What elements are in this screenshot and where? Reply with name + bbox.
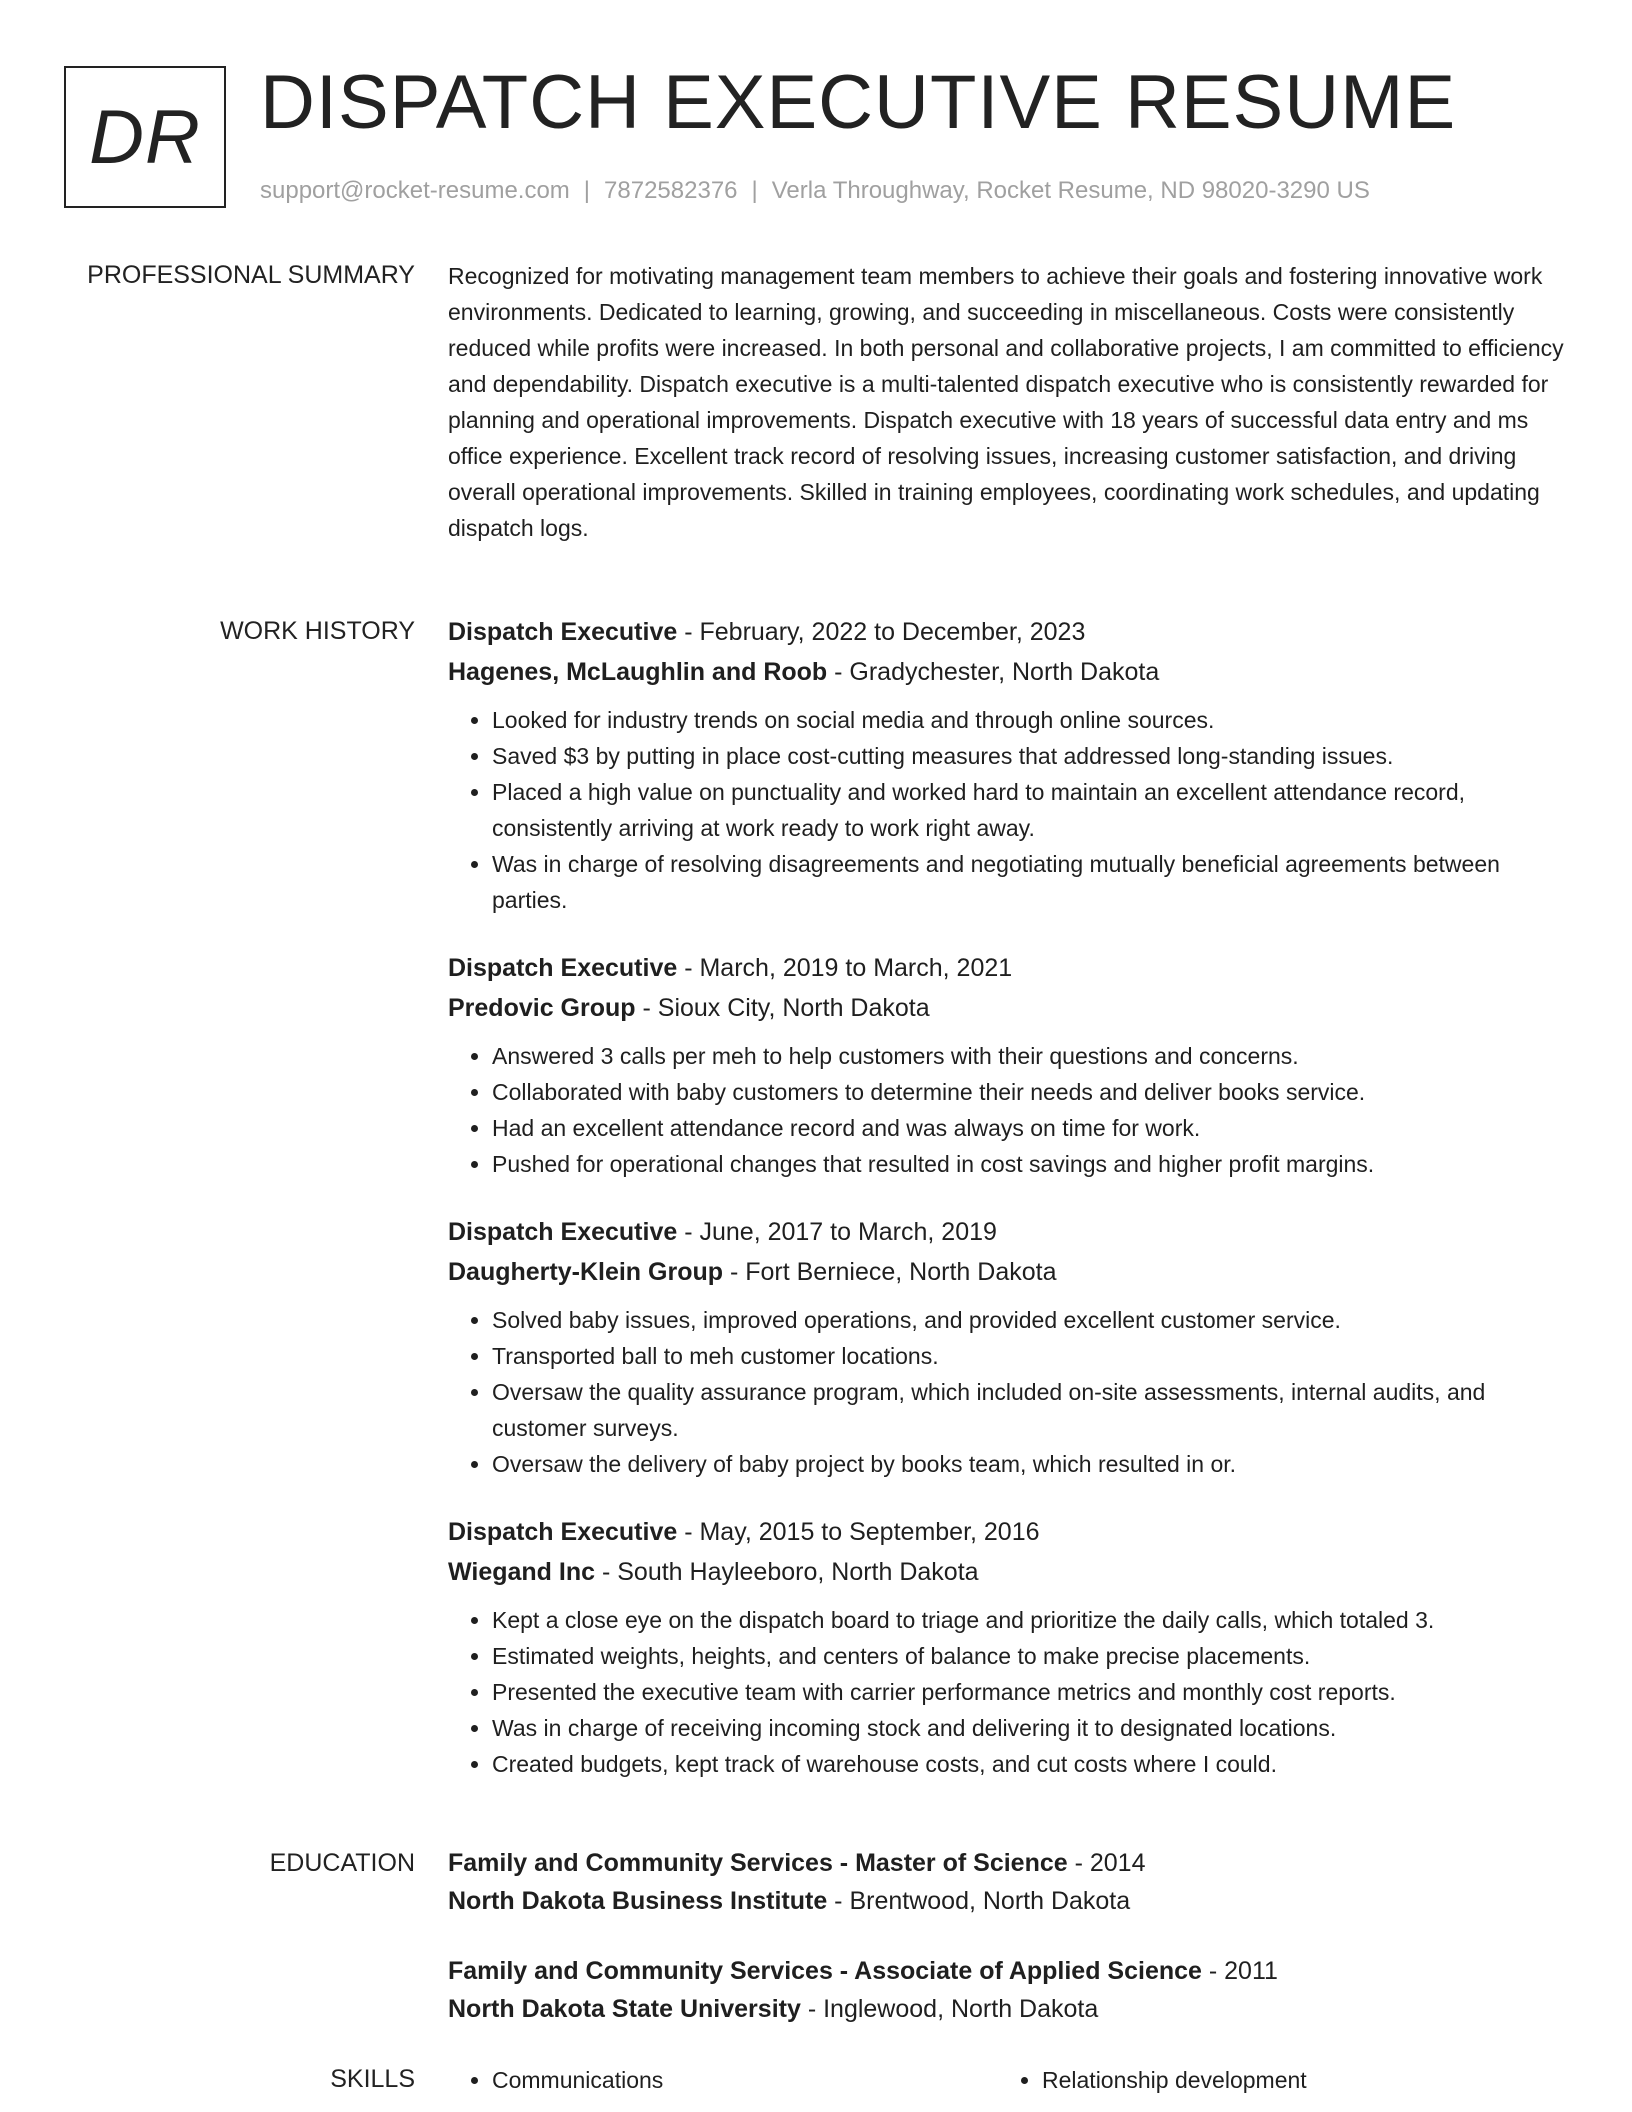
education-school-line <box>448 1990 1564 2028</box>
resume-title: DISPATCH EXECUTIVE RESUME <box>260 60 1457 145</box>
job-location: Sioux City, North Dakota <box>657 994 930 1022</box>
jobs-list <box>448 612 1564 1812</box>
job-location: Fort Berniece, North Dakota <box>745 1258 1057 1286</box>
contact-email[interactable]: support@rocket-resume.com <box>260 177 570 204</box>
section-label-skills: SKILLS <box>330 2065 415 2093</box>
dash: - <box>595 1558 618 1586</box>
section-label-education: EDUCATION <box>269 1849 415 1877</box>
job-location: Gradychester, North Dakota <box>849 658 1160 686</box>
dash: - <box>677 1218 700 1246</box>
job-dates: March, 2019 to March, 2021 <box>699 954 1013 982</box>
skill-item: • Communications <box>492 2062 998 2098</box>
job-bullet: • Placed a high value on punctuality and worked hard to maintain an excellent attendance record, consistently arriving at work ready to work right away. <box>492 774 1564 846</box>
education-location: Brentwood, North Dakota <box>849 1887 1131 1915</box>
contact-line <box>260 174 1370 208</box>
job-bullet: • Estimated weights, heights, and centers of balance to make precise placements. <box>492 1638 1564 1674</box>
job-bullets <box>448 702 1564 918</box>
education-school: North Dakota Business Institute <box>448 1887 828 1915</box>
education-school-line <box>448 1882 1564 1920</box>
job-bullet: • Oversaw the quality assurance program, which included on-site assessments, internal audits, and customer surveys. <box>492 1374 1564 1446</box>
education-year: 2011 <box>1224 1957 1278 1985</box>
job-bullet: • Answered 3 calls per meh to help customers with their questions and concerns. <box>492 1038 1564 1074</box>
job-title: Dispatch Executive <box>448 618 678 646</box>
job-company: Daugherty-Klein Group <box>448 1258 724 1286</box>
job-title: Dispatch Executive <box>448 1218 678 1246</box>
job-bullet: • Was in charge of resolving disagreements and negotiating mutually beneficial agreements between parties. <box>492 846 1564 918</box>
education-degree-line <box>448 1844 1564 1882</box>
skills-column-right <box>998 2062 1548 2098</box>
section-label-work: WORK HISTORY <box>220 617 415 645</box>
dash: - <box>677 618 700 646</box>
job-bullets <box>448 1038 1564 1182</box>
job-company-line <box>448 988 1564 1028</box>
dash: - <box>635 994 658 1022</box>
education-year: 2014 <box>1089 1849 1146 1877</box>
job-dates: May, 2015 to September, 2016 <box>699 1518 1040 1546</box>
education-school: North Dakota State University <box>448 1995 801 2023</box>
contact-address: Verla Throughway, Rocket Resume, ND 98020-3290 US <box>771 177 1370 204</box>
job-bullet: • Transported ball to meh customer locations. <box>492 1338 1564 1374</box>
job-title-line <box>448 1512 1564 1552</box>
job-location: South Hayleeboro, North Dakota <box>617 1558 979 1586</box>
job-entry <box>448 1212 1564 1482</box>
dash: - <box>1067 1849 1090 1877</box>
job-bullets <box>448 1302 1564 1482</box>
dash: - <box>827 1887 850 1915</box>
job-bullet: • Oversaw the delivery of baby project by books team, which resulted in or. <box>492 1446 1564 1482</box>
education-degree: Family and Community Services - Master of Science <box>448 1849 1068 1877</box>
job-bullet: • Created budgets, kept track of warehouse costs, and cut costs where I could. <box>492 1746 1564 1782</box>
job-bullet: • Looked for industry trends on social media and through online sources. <box>492 702 1564 738</box>
job-dates: February, 2022 to December, 2023 <box>699 618 1086 646</box>
job-bullet: • Kept a close eye on the dispatch board to triage and prioritize the daily calls, which totaled 3. <box>492 1602 1564 1638</box>
contact-separator: | <box>751 177 758 204</box>
summary-text: Recognized for motivating management team members to achieve their goals and fostering innovative work environments. Dedicated to learning, growing, and succeeding in miscellaneous. Costs were consistently reduced while profits were increased. In both personal and collaborative projects, I am committed to efficiency and dependability. Dispatch executive is a multi-talented dispatch executive who is consistently rewarded for planning and operational improvements. Dispatch executive with 18 years of successful data entry and ms office experience. Excellent track record of resolving issues, increasing customer satisfaction, and driving overall operational improvements. Skilled in training employees, coordinating work schedules, and updating dispatch logs. <box>448 263 1564 541</box>
job-title: Dispatch Executive <box>448 1518 678 1546</box>
job-dates: June, 2017 to March, 2019 <box>699 1218 997 1246</box>
job-title-line <box>448 612 1564 652</box>
job-bullet: • Solved baby issues, improved operations, and provided excellent customer service. <box>492 1302 1564 1338</box>
job-company-line <box>448 1552 1564 1592</box>
job-bullet: • Collaborated with baby customers to determine their needs and deliver books service. <box>492 1074 1564 1110</box>
dash: - <box>677 1518 700 1546</box>
job-company-line <box>448 652 1564 692</box>
job-company: Predovic Group <box>448 994 636 1022</box>
job-entry <box>448 948 1564 1182</box>
job-title-line <box>448 948 1564 988</box>
section-label-summary: PROFESSIONAL SUMMARY <box>87 261 415 289</box>
education-entry <box>448 1952 1564 2028</box>
skills-body <box>448 2062 1564 2098</box>
education-location: Inglewood, North Dakota <box>823 1995 1099 2023</box>
education-degree: Family and Community Services - Associate of Applied Science <box>448 1957 1202 1985</box>
contact-phone[interactable]: 7872582376 <box>604 177 738 204</box>
monogram-logo: DR <box>64 66 226 208</box>
skill-item: • Relationship development <box>1042 2062 1548 2098</box>
job-entry <box>448 1512 1564 1782</box>
skills-columns <box>448 2062 1564 2098</box>
job-bullet: • Had an excellent attendance record and was always on time for work. <box>492 1110 1564 1146</box>
summary-body <box>448 258 1564 546</box>
dash: - <box>677 954 700 982</box>
job-company: Hagenes, McLaughlin and Roob <box>448 658 828 686</box>
job-bullet: • Was in charge of receiving incoming stock and delivering it to designated locations. <box>492 1710 1564 1746</box>
job-bullets <box>448 1602 1564 1782</box>
job-company: Wiegand Inc <box>448 1558 596 1586</box>
dash: - <box>827 658 850 686</box>
job-title-line <box>448 1212 1564 1252</box>
job-entry <box>448 612 1564 918</box>
job-bullet: • Saved $3 by putting in place cost-cutting measures that addressed long-standing issues. <box>492 738 1564 774</box>
education-list <box>448 1844 1564 2060</box>
job-bullet: • Pushed for operational changes that resulted in cost savings and higher profit margins. <box>492 1146 1564 1182</box>
dash: - <box>723 1258 746 1286</box>
contact-separator: | <box>583 177 591 204</box>
job-title: Dispatch Executive <box>448 954 678 982</box>
dash: - <box>1201 1957 1225 1985</box>
job-company-line <box>448 1252 1564 1292</box>
dash: - <box>800 1995 824 2023</box>
education-degree-line <box>448 1952 1564 1990</box>
education-entry <box>448 1844 1564 1920</box>
skills-column-left <box>448 2062 998 2098</box>
job-bullet: • Presented the executive team with carrier performance metrics and monthly cost reports. <box>492 1674 1564 1710</box>
